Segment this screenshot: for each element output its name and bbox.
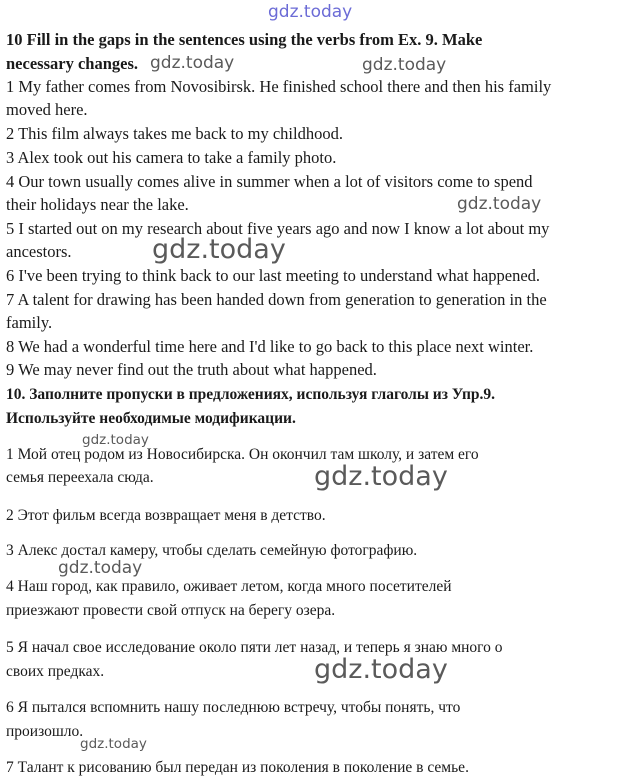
exercise-heading-en: necessary changes. [6,54,138,73]
sentence-en-9: 9 We may never find out the truth about what happened. [6,360,377,379]
exercise-heading-ru: 10. Заполните пропуски в предложениях, используя глаголы из Упр.9. [6,386,495,403]
sentence-en-2: 2 This film always takes me back to my childhood. [6,124,343,143]
sentence-ru-4: 4 Наш город, как правило, оживает летом, когда много посетителей [6,578,452,595]
watermark: gdz.today [314,461,448,492]
exercise-heading-en: 10 Fill in the gaps in the sentences using the verbs from Ex. 9. Make [6,30,483,49]
sentence-ru-1: семья переехала сюда. [6,469,154,486]
watermark: gdz.today [150,53,235,73]
sentence-en-4: 4 Our town usually comes alive in summer when a lot of visitors come to spend [6,172,533,191]
watermark: gdz.today [314,654,448,685]
sentence-ru-5: своих предках. [6,663,105,680]
sentence-ru-6: 6 Я пытался вспомнить нашу последнюю встречу, чтобы понять, что [6,699,461,716]
watermark: gdz.today [152,234,286,265]
exercise-heading-ru: Используйте необходимые модификации. [6,410,296,427]
watermark: gdz.today [80,736,147,752]
sentence-ru-4: приезжают провести свой отпуск на берегу озера. [6,602,336,619]
sentence-ru-3: 3 Алекс достал камеру, чтобы сделать семейную фотографию. [6,542,418,559]
sentence-en-5: 5 I started out on my research about five years ago and now I know a lot about my [6,219,550,238]
watermark: gdz.today [82,432,149,448]
sentence-ru-1: 1 Мой отец родом из Новосибирска. Он окончил там школу, и затем его [6,446,479,463]
sentence-en-4: their holidays near the lake. [6,195,189,214]
sentence-en-6: 6 I've been trying to think back to our last meeting to understand what happened. [6,266,541,285]
watermark-top: gdz.today [268,2,353,22]
sentence-ru-5: 5 Я начал свое исследование около пяти лет назад, и теперь я знаю много о [6,639,503,656]
sentence-en-7: 7 A talent for drawing has been handed down from generation to generation in the [6,290,547,309]
sentence-en-1: 1 My father comes from Novosibirsk. He finished school there and then his family [6,77,552,96]
sentence-en-8: 8 We had a wonderful time here and I'd like to go back to this place next winter. [6,337,534,356]
sentence-ru-2: 2 Этот фильм всегда возвращает меня в детство. [6,507,326,524]
sentence-en-1: moved here. [6,100,88,119]
sentence-ru-7: 7 Талант к рисованию был передан из поколения в поколение в семье. [6,759,469,776]
watermark: gdz.today [457,194,542,214]
watermark: gdz.today [362,55,447,75]
sentence-en-3: 3 Alex took out his camera to take a family photo. [6,148,337,167]
watermark: gdz.today [58,558,143,578]
sentence-en-5: ancestors. [6,242,72,261]
sentence-en-7: family. [6,313,53,332]
sentence-ru-6: произошло. [6,723,84,740]
